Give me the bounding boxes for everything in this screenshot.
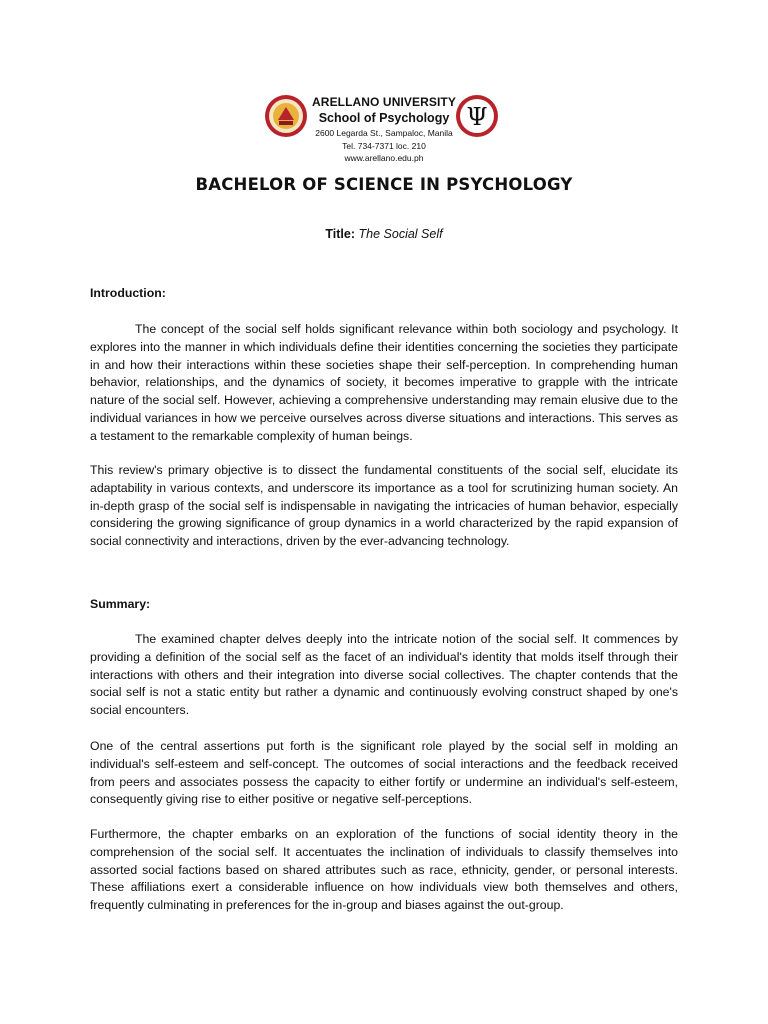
school-website: www.arellano.edu.ph	[344, 153, 424, 163]
school-name: School of Psychology	[318, 111, 450, 125]
title-value: The Social Self	[358, 227, 443, 241]
university-seal-logo	[264, 94, 308, 138]
school-phone: Tel. 734-7371 loc. 210	[342, 141, 426, 151]
summary-heading: Summary:	[90, 597, 151, 611]
university-name: ARELLANO UNIVERSITY	[312, 95, 456, 109]
title-label: Title:	[325, 227, 356, 241]
summary-paragraph: Furthermore, the chapter embarks on an exploration of the functions of social identity theory in the comprehension of the social self. It accentuates the inclination of individuals to classify themselves into assorted social factions based on shared attributes such as race, ethnicity, gender, or personal interests. These affiliations exert a considerable influence on how individuals view both themselves and others, frequently culminating in preferences for the in-group and biases against the out-group.	[90, 827, 678, 913]
program-heading: BACHELOR OF SCIENCE IN PSYCHOLOGY	[195, 175, 573, 194]
introduction-paragraph: The concept of the social self holds significant relevance within both sociology and psychology. It explores into the manner in which individuals define their identities concerning the societies they participate in and how their interactions within these societies shape their self-perception. In comprehending human behavior, relationships, and the dynamics of society, it becomes imperative to grapple with the intricate nature of the social self. However, achieving a comprehensive understanding may remain elusive due to the individual variances in how we perceive ourselves across diverse situations and interactions. This serves as a testament to the remarkable complexity of human beings.	[90, 322, 678, 443]
summary-paragraph: One of the central assertions put forth is the significant role played by the social self in molding an individual's self-esteem and self-concept. The outcomes of social interactions and the feedback received from peers and associates possess the capacity to either fortify or undermine an individual's self-esteem, consequently giving rise to either positive or negative self-perceptions.	[90, 739, 678, 807]
school-address: 2600 Legarda St., Sampaloc, Manila	[315, 128, 453, 138]
introduction-heading: Introduction:	[90, 286, 166, 300]
summary-paragraph: The examined chapter delves deeply into the intricate notion of the social self. It commences by providing a definition of the social self as the facet of an individual's identity that molds itself through their interactions with others and their integration into diverse social collectives. The chapter contends that the social self is not a static entity but rather a dynamic and continuously evolving construct shaped by one's social encounters.	[90, 632, 678, 718]
psi-symbol: Ψ	[466, 103, 488, 131]
introduction-paragraph: This review's primary objective is to dissect the fundamental constituents of the social self, elucidate its adaptability in various contexts, and underscore its importance as a tool for scrutinizing human society. An in-depth grasp of the social self is indispensable in navigating the intricacies of human behavior, especially considering the growing significance of group dynamics in a world characterized by the rapid expansion of social connectivity and interactions, driven by the ever-advancing technology.	[90, 463, 678, 549]
document-title	[0, 227, 768, 241]
